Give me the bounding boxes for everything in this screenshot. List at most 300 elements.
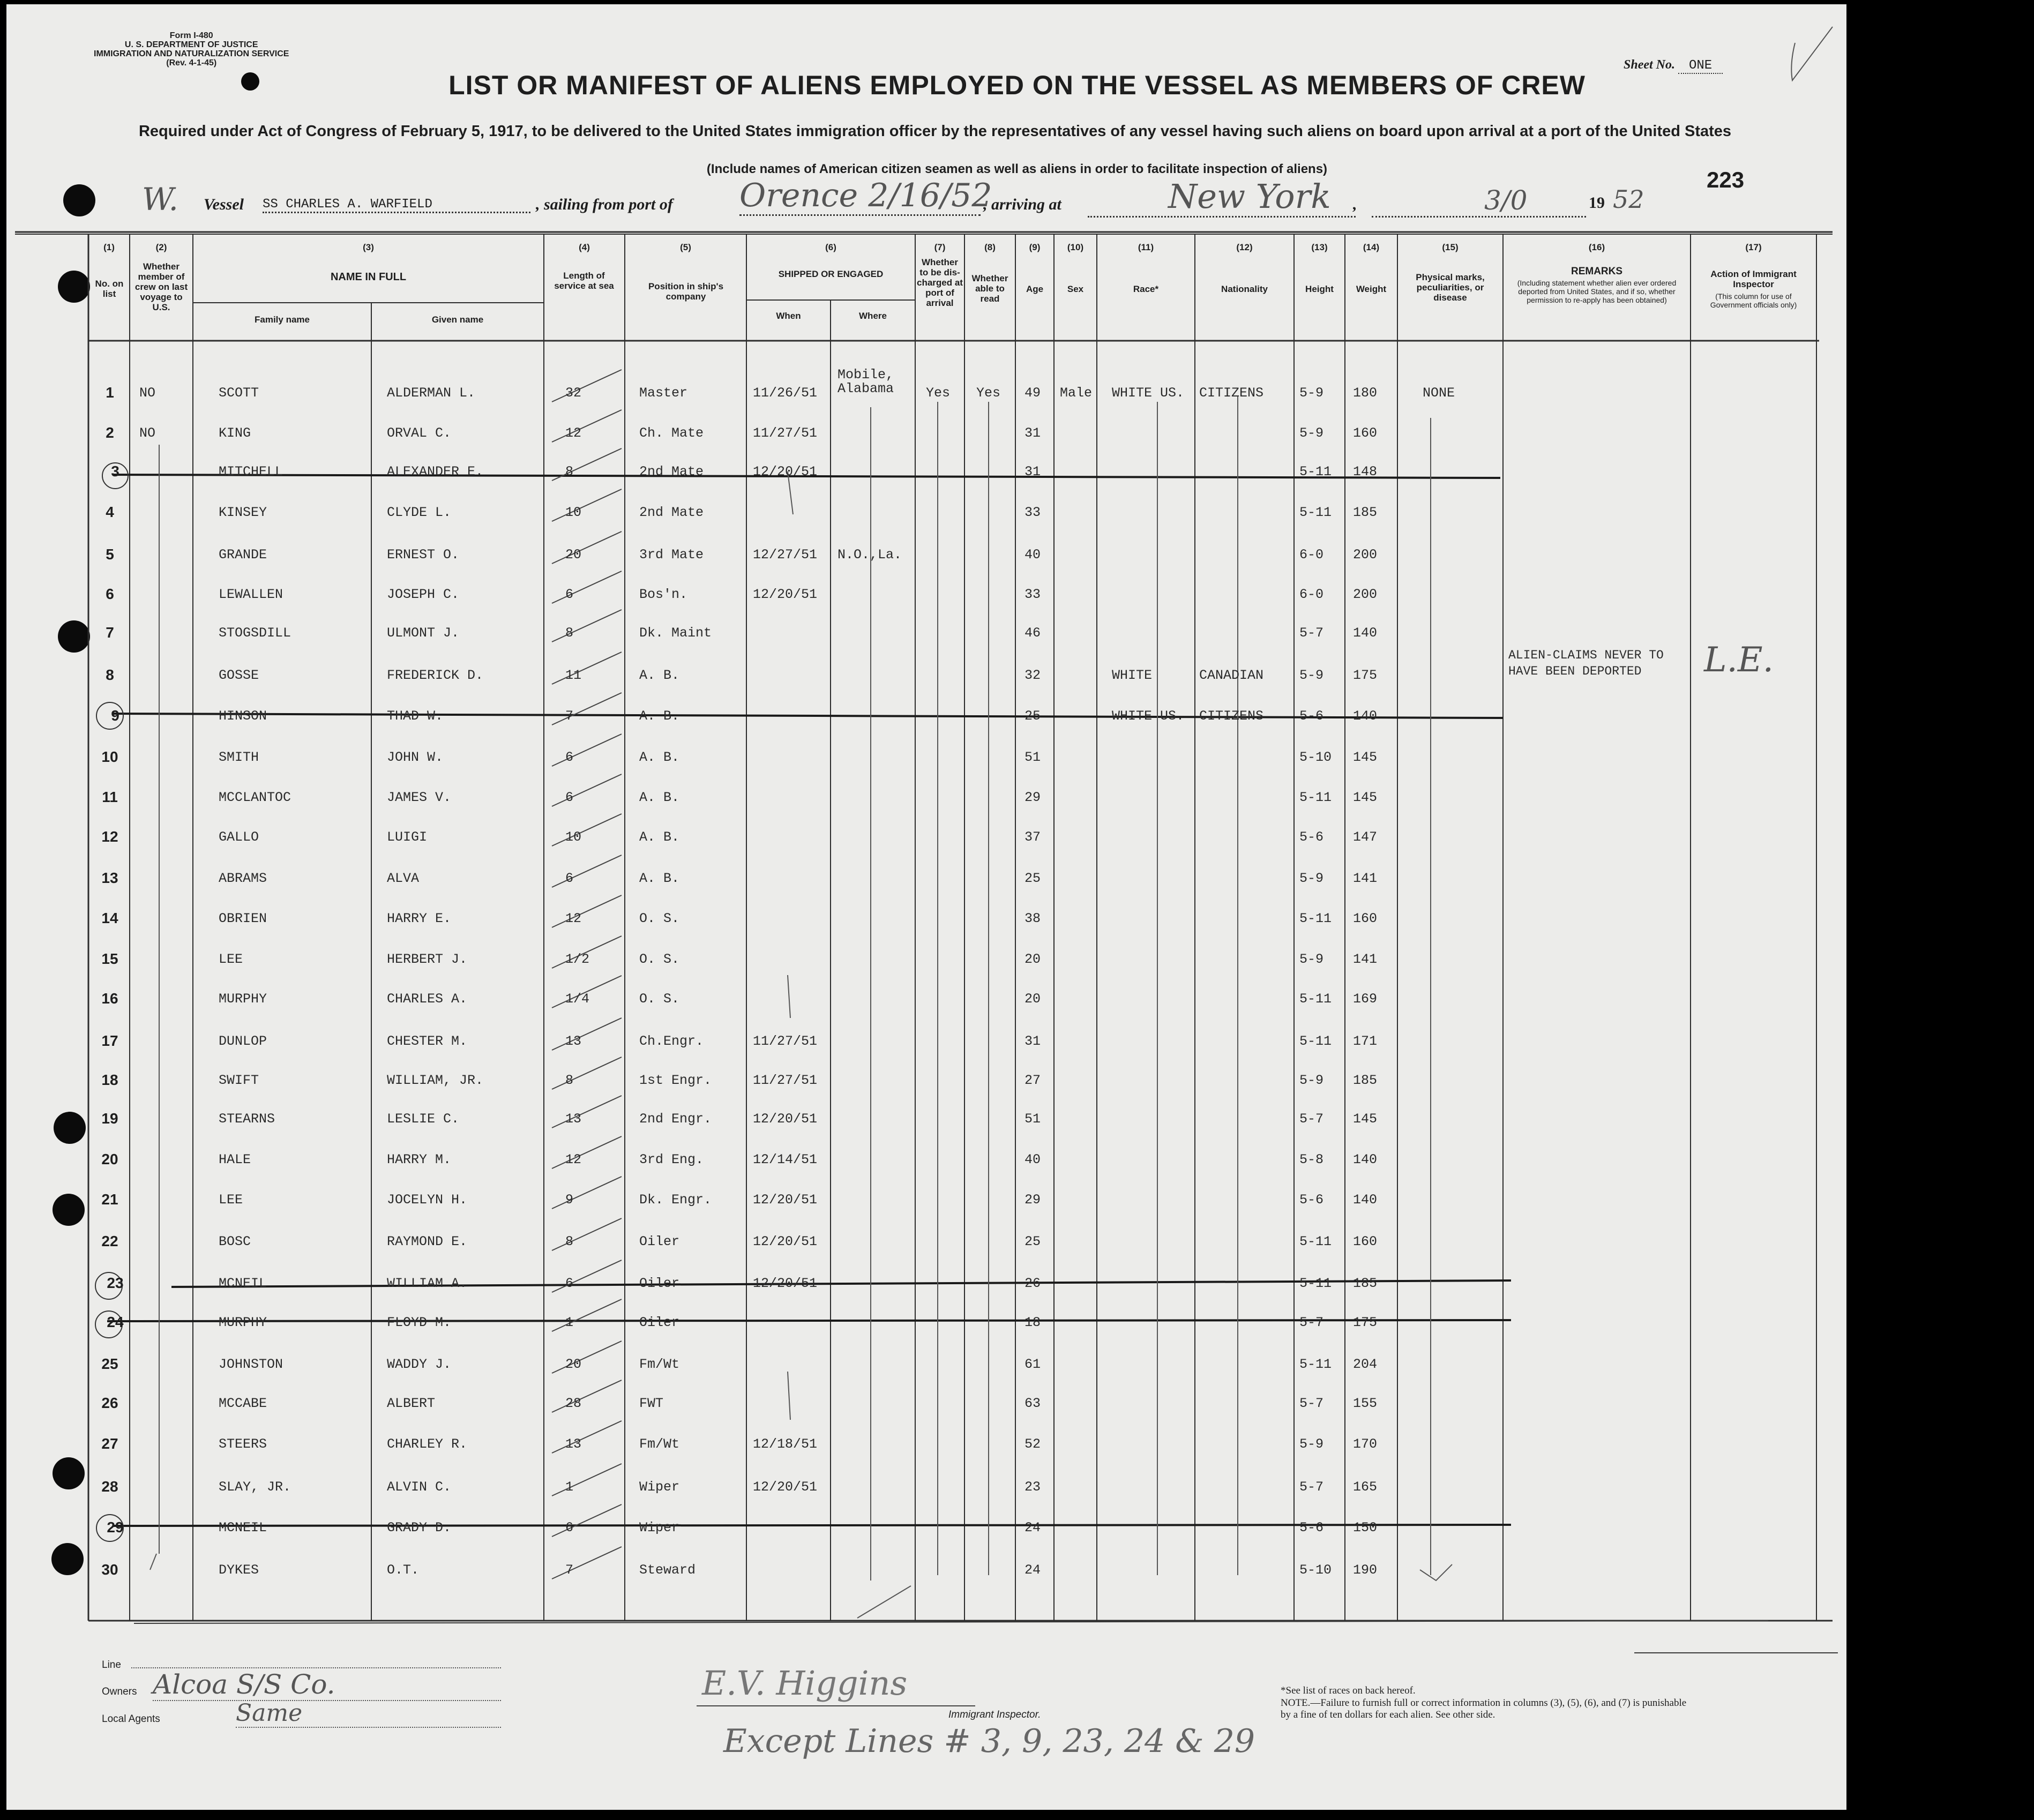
col10-num: (10) [1067,242,1084,252]
row-number: 1 [106,384,114,401]
cell-discharged: Yes [926,385,951,401]
row-number: 6 [106,586,114,602]
cell-when: 12/14/51 [753,1152,818,1167]
row-number: 3 [111,463,119,480]
cell-height: 5-6 [1299,1520,1324,1536]
inspector-label: Immigrant Inspector. [948,1709,1041,1720]
cell-height: 5-7 [1299,1396,1324,1411]
col1-header: No. on list [95,279,124,299]
col9-num: (9) [1029,242,1041,252]
cell-given: O.T. [387,1562,420,1578]
col7-num: (7) [934,242,946,252]
cell-when: 12/20/51 [753,1111,818,1127]
cell-service: 13 [565,1033,582,1049]
cell-family: GRANDE [219,547,267,563]
cell-family: SLAY, JR. [219,1479,291,1495]
cell-weight: 190 [1353,1562,1378,1578]
cell-weight: 145 [1353,750,1378,765]
cell-given: HARRY E. [387,911,452,926]
cell-sex: Male [1060,385,1093,401]
stamp-number: 223 [1707,167,1745,192]
service-checkmark [552,1057,622,1089]
cell-weight: 160 [1353,911,1378,926]
cell-family: HALE [219,1152,251,1167]
cell-weight: 171 [1353,1033,1378,1049]
cell-position: O. S. [639,911,680,926]
cell-family: BOSC [219,1234,251,1249]
cell-given: JAMES V. [387,790,452,805]
cell-age: 46 [1025,625,1041,641]
cell-position: A. B. [639,668,680,683]
col4-num: (4) [579,242,590,252]
cell-given: ALDERMAN L. [387,385,476,401]
cell-when: 12/20/51 [753,1276,818,1291]
cell-height: 5-7 [1299,625,1324,641]
cell-position: Steward [639,1562,696,1578]
cell-age: 20 [1025,991,1041,1007]
row-number: 26 [101,1395,118,1411]
service-checkmark [552,1096,622,1128]
cell-position: Oiler [639,1234,680,1249]
cell-race: WHITE US. [1112,385,1185,401]
cell-family: OBRIEN [219,911,267,926]
cell-height: 5-9 [1299,385,1324,401]
service-checkmark [552,1380,622,1412]
cell-service: 13 [565,1111,582,1127]
cell-given: ALVIN C. [387,1479,452,1495]
col6-header: SHIPPED OR ENGAGED [778,269,884,279]
cell-age: 25 [1025,871,1041,886]
agents-label: Local Agents [102,1713,160,1725]
cell-given: ALBERT [387,1396,436,1411]
cell-service: 28 [565,1396,582,1411]
col17-header: Action of Immigrant Inspector [1710,269,1797,289]
cell-weight: 140 [1353,1192,1378,1208]
service-checkmark [552,1177,622,1209]
service-checkmark [552,734,622,766]
cell-family: DUNLOP [219,1033,267,1049]
col11-header: Race* [1133,284,1159,294]
cell-age: 31 [1025,425,1041,441]
cell-height: 5-11 [1299,464,1332,480]
row-number: 5 [106,546,114,563]
cell-position: Bos'n. [639,587,688,602]
cell-weight: 160 [1353,425,1378,441]
cell-given: ORVAL C. [387,425,452,441]
cell-age: 25 [1025,708,1041,724]
cell-position: O. S. [639,991,680,1007]
cell-position: Master [639,385,688,401]
cell-service: 8 [565,625,574,641]
cell-weight: 141 [1353,871,1378,886]
service-checkmark [552,370,622,402]
cell-service: 12 [565,425,582,441]
cell-weight: 200 [1353,587,1378,602]
cell-weight: 155 [1353,1396,1378,1411]
row-number: 11 [102,789,118,805]
cell-age: 29 [1025,1192,1041,1208]
cell-height: 5-6 [1299,1192,1324,1208]
cell-age: 32 [1025,668,1041,683]
col5-header: Position in ship's company [648,281,724,302]
cell-family: HINSON [219,708,267,724]
cell-height: 6-0 [1299,587,1324,602]
sailing-port: Orence 2/16/52 [739,177,981,216]
cell-age: 33 [1025,587,1041,602]
cell-weight: 165 [1353,1479,1378,1495]
cell-height: 5-11 [1299,991,1332,1007]
col3-num: (3) [363,242,374,252]
cell-when: 12/27/51 [753,547,818,563]
cell-service: 20 [565,547,582,563]
col11-num: (11) [1138,242,1154,252]
cell-position: 2nd Mate [639,464,704,480]
row-number: 27 [101,1435,118,1452]
cell-height: 5-10 [1299,750,1332,765]
cell-service: 10 [565,505,582,520]
col8-num: (8) [984,242,996,252]
cell-position: 2nd Mate [639,505,704,520]
cell-height: 5-9 [1299,1436,1324,1452]
cell-service: 7 [565,708,574,724]
cell-family: MITCHELL [219,464,283,480]
cell-family: STEARNS [219,1111,275,1127]
cell-given: ALEXANDER E. [387,464,484,480]
cell-family: STEERS [219,1436,267,1452]
service-checkmark [552,571,622,603]
cell-position: Wiper [639,1479,680,1495]
cell-age: 61 [1025,1357,1041,1372]
cell-height: 5-9 [1299,668,1324,683]
cell-height: 5-11 [1299,505,1332,520]
service-checkmark [552,814,622,846]
row-number: 16 [101,990,118,1007]
row-number: 24 [107,1314,124,1330]
service-checkmark [552,1018,622,1050]
col7-header: Whether to be dis-charged at port of arrival [917,257,963,308]
service-checkmark [552,531,622,564]
row-number: 7 [106,624,114,641]
row-number: 28 [101,1478,118,1495]
cell-position: A. B. [639,750,680,765]
cell-service: 8 [565,1234,574,1249]
cell-service: 32 [565,385,582,401]
cell-service: 8 [565,464,574,480]
cell-position: Dk. Engr. [639,1192,712,1208]
service-checkmark [552,855,622,887]
col16-num: (16) [1588,242,1605,252]
cell-height: 5-11 [1299,1276,1332,1291]
col3-given-header: Given name [431,314,484,325]
department-name: U. S. DEPARTMENT OF JUSTICE [124,40,258,49]
cell-read: Yes [976,385,1001,401]
cell-family: STOGSDILL [219,625,291,641]
cell-service: 7 [565,1562,574,1578]
cell-race: WHITE US. [1112,708,1185,724]
cell-race: WHITE [1112,668,1153,683]
vessel-name: SS CHARLES A. WARFIELD [263,197,530,213]
cell-age: 51 [1025,1111,1041,1127]
cell-height: 6-0 [1299,547,1324,563]
cell-when: 12/20/51 [753,464,818,480]
sheet-label: Sheet No. [1624,58,1675,72]
col6-where-header: Where [859,311,887,321]
col17-subheader: (This column for use of Government officials only) [1710,292,1797,309]
cell-family: GALLO [219,829,259,845]
cell-age: 38 [1025,911,1041,926]
row-number: 8 [106,666,114,683]
cell-service: 9 [565,1192,574,1208]
cell-weight: 150 [1353,1520,1378,1536]
year-suffix: 52 [1613,185,1644,214]
cell-service: 6 [565,750,574,765]
cell-position: Oiler [639,1315,680,1330]
cell-age: 27 [1025,1073,1041,1088]
arriving-port: New York [1088,177,1356,218]
cell-weight: 160 [1353,1234,1378,1249]
cell-family: KINSEY [219,505,267,520]
cell-service: 6 [565,871,574,886]
cell-height: 5-7 [1299,1315,1324,1330]
cell-crew: NO [139,425,156,441]
cell-family: KING [219,425,251,441]
page-subnote: (Include names of American citizen seamen as well as aliens in order to facilitate inspection of aliens) [706,162,1328,176]
cell-service: 12 [565,911,582,926]
cell-where: N.O.,La. [837,547,902,563]
cell-height: 5-9 [1299,1073,1324,1088]
cell-family: MCCLANTOC [219,790,291,805]
row-number: 21 [101,1191,118,1208]
col13-num: (13) [1311,242,1328,252]
cell-family: ABRAMS [219,871,267,886]
cell-age: 25 [1025,1234,1041,1249]
cell-given: GRADY D. [387,1520,452,1536]
cell-position: A. B. [639,790,680,805]
col12-num: (12) [1236,242,1253,252]
inspector-initials: L.E. [1704,640,1774,680]
row-number: 25 [101,1355,118,1372]
service-checkmark [552,1260,622,1292]
cell-family: JOHNSTON [219,1357,283,1372]
row-number: 30 [101,1561,118,1578]
cell-service: 6 [565,1276,574,1291]
cell-age: 31 [1025,464,1041,480]
row-number: 10 [101,748,118,765]
col1-num: (1) [103,242,115,252]
cell-weight: 185 [1353,1276,1378,1291]
cell-service: 10 [565,829,582,845]
cell-weight: 141 [1353,952,1378,967]
agents-value: Same [236,1699,501,1728]
cell-age: 40 [1025,547,1041,563]
row-number: 19 [101,1110,118,1127]
cell-family: DYKES [219,1562,259,1578]
arrival-date: 3/0 [1372,185,1586,218]
cell-family: LEE [219,952,243,967]
cell-family: SMITH [219,750,259,765]
cell-position: 3rd Mate [639,547,704,563]
cell-height: 5-10 [1299,1562,1332,1578]
cell-weight: 169 [1353,991,1378,1007]
cell-age: 31 [1025,1033,1041,1049]
cell-age: 26 [1025,1276,1041,1291]
service-checkmark [552,693,622,725]
cell-family: GOSSE [219,668,259,683]
cell-given: LUIGI [387,829,428,845]
cell-position: Wiper [639,1520,680,1536]
cell-when: 11/27/51 [753,1073,818,1088]
col8-header: Whether able to read [971,273,1008,304]
cell-family: LEE [219,1192,243,1208]
cell-age: 33 [1025,505,1041,520]
cell-weight: 170 [1353,1436,1378,1452]
cell-weight: 145 [1353,1111,1378,1127]
col2-header: Whether member of crew on last voyage to U.S. [134,261,188,312]
cell-height: 5-8 [1299,1152,1324,1167]
cell-height: 5-11 [1299,1357,1332,1372]
cell-height: 5-11 [1299,1033,1332,1049]
cell-position: A. B. [639,708,680,724]
sheet-value: ONE [1678,58,1723,74]
cell-given: WADDY J. [387,1357,452,1372]
service-checkmark [552,1341,622,1373]
cell-position: 3rd Eng. [639,1152,704,1167]
col13-header: Height [1305,284,1334,294]
row-number: 14 [101,910,118,926]
cell-family: SCOTT [219,385,259,401]
cell-family: MURPHY [219,991,267,1007]
cell-age: 63 [1025,1396,1041,1411]
service-checkmark [552,489,622,521]
row-number: 12 [101,828,118,845]
cell-height: 5-11 [1299,911,1332,926]
cell-height: 5-6 [1299,708,1324,724]
cell-height: 5-9 [1299,871,1324,886]
service-name: IMMIGRATION AND NATURALIZATION SERVICE [94,49,289,58]
col16-header: REMARKS [1571,266,1623,277]
cell-position: Fm/Wt [639,1357,680,1372]
cell-weight: 175 [1353,668,1378,683]
cell-age: 37 [1025,829,1041,845]
service-checkmark [552,610,622,642]
cell-given: ULMONT J. [387,625,460,641]
cell-age: 29 [1025,790,1041,805]
cell-when: 12/20/51 [753,1234,818,1249]
col9-header: Age [1026,284,1044,294]
cell-family: MCNEIL [219,1520,267,1536]
arriving-label: , arriving at [983,196,1061,213]
cell-service: 11 [565,668,582,683]
form-revision: (Rev. 4-1-45) [166,58,217,68]
row-number: 4 [106,504,114,520]
cell-when: 11/26/51 [753,385,818,401]
cell-age: 23 [1025,1479,1041,1495]
col10-header: Sex [1067,284,1084,294]
cell-service: 1 [565,1479,574,1495]
line-field [131,1667,501,1668]
cell-age: 40 [1025,1152,1041,1167]
page-title: LIST OR MANIFEST OF ALIENS EMPLOYED ON THE VESSEL AS MEMBERS OF CREW [448,70,1586,100]
cell-service: 6 [565,587,574,602]
cell-weight: 185 [1353,1073,1378,1088]
service-checkmark [552,774,622,806]
cell-service: 13 [565,1436,582,1452]
row-number: 22 [101,1233,118,1249]
col4-header: Length of service at sea [554,271,614,291]
row-number: 29 [107,1519,124,1536]
cell-given: HERBERT J. [387,952,468,967]
cell-nationality: CITIZENS [1199,708,1264,724]
cell-weight: 185 [1353,505,1378,520]
row-number: 23 [107,1275,124,1291]
row-number: 15 [101,950,118,967]
service-checkmark [552,1136,622,1169]
cell-weight: 175 [1353,1315,1378,1330]
cell-given: JOSEPH C. [387,587,460,602]
cell-weight: 180 [1353,385,1378,401]
service-checkmark [552,895,622,927]
cell-when: 11/27/51 [753,1033,818,1049]
cell-height: 5-9 [1299,952,1324,967]
cell-weight: 147 [1353,829,1378,845]
cell-given: JOHN W. [387,750,444,765]
cell-given: WILLIAM A. [387,1276,468,1291]
cell-given: CHARLEY R. [387,1436,468,1452]
form-number: Form I-480 [169,31,213,40]
service-checkmark [552,1421,622,1453]
cell-family: MCNEIL [219,1276,267,1291]
inspector-signature: E.V. Higgins [702,1664,908,1703]
races-note: *See list of races on back hereof. [1281,1685,1416,1696]
col14-header: Weight [1356,284,1387,294]
col14-num: (14) [1363,242,1380,252]
sailing-label: , sailing from port of [536,196,673,213]
signature-line [697,1705,975,1706]
cell-given: WILLIAM, JR. [387,1073,484,1088]
cell-height: 5-6 [1299,829,1324,845]
cell-nationality: CITIZENS [1199,385,1264,401]
cell-when: 12/20/51 [753,587,818,602]
cell-given: LESLIE C. [387,1111,460,1127]
owners-label: Owners [102,1686,137,1697]
cell-when: 12/20/51 [753,1192,818,1208]
cell-weight: 148 [1353,464,1378,480]
cell-weight: 145 [1353,790,1378,805]
cell-height: 5-9 [1299,425,1324,441]
cell-service: 8 [565,1073,574,1088]
remarks-row-8: ALIEN-CLAIMS NEVER TO HAVE BEEN DEPORTED [1508,648,1664,678]
cell-age: 24 [1025,1562,1041,1578]
cell-family: LEWALLEN [219,587,283,602]
cell-position: Ch.Engr. [639,1033,704,1049]
cell-position: 2nd Engr. [639,1111,712,1127]
col6-num: (6) [825,242,836,252]
fine-note: NOTE.—Failure to furnish full or correct information in columns (3), (5), (6), and (7) is punishable by a fine of ten dollars for each alien. See other side. [1281,1697,1687,1720]
cell-service: 6 [565,790,574,805]
cell-family: MURPHY [219,1315,267,1330]
cell-height: 5-11 [1299,1234,1332,1249]
cell-given: THAD W. [387,708,444,724]
cell-given: CHARLES A. [387,991,468,1007]
cell-service: 6 [565,1520,574,1536]
service-checkmark [552,1299,622,1331]
cell-position: A. B. [639,871,680,886]
page-subtitle: Required under Act of Congress of February 5, 1917, to be delivered to the United States immigration officer by the representatives of any vessel having such aliens on board upon arrival at a port of the United States [138,123,1732,140]
service-checkmark [552,1218,622,1250]
cell-where: Mobile, Alabama [837,367,894,396]
year-prefix: 19 [1589,194,1605,212]
col6-when-header: When [776,311,801,321]
